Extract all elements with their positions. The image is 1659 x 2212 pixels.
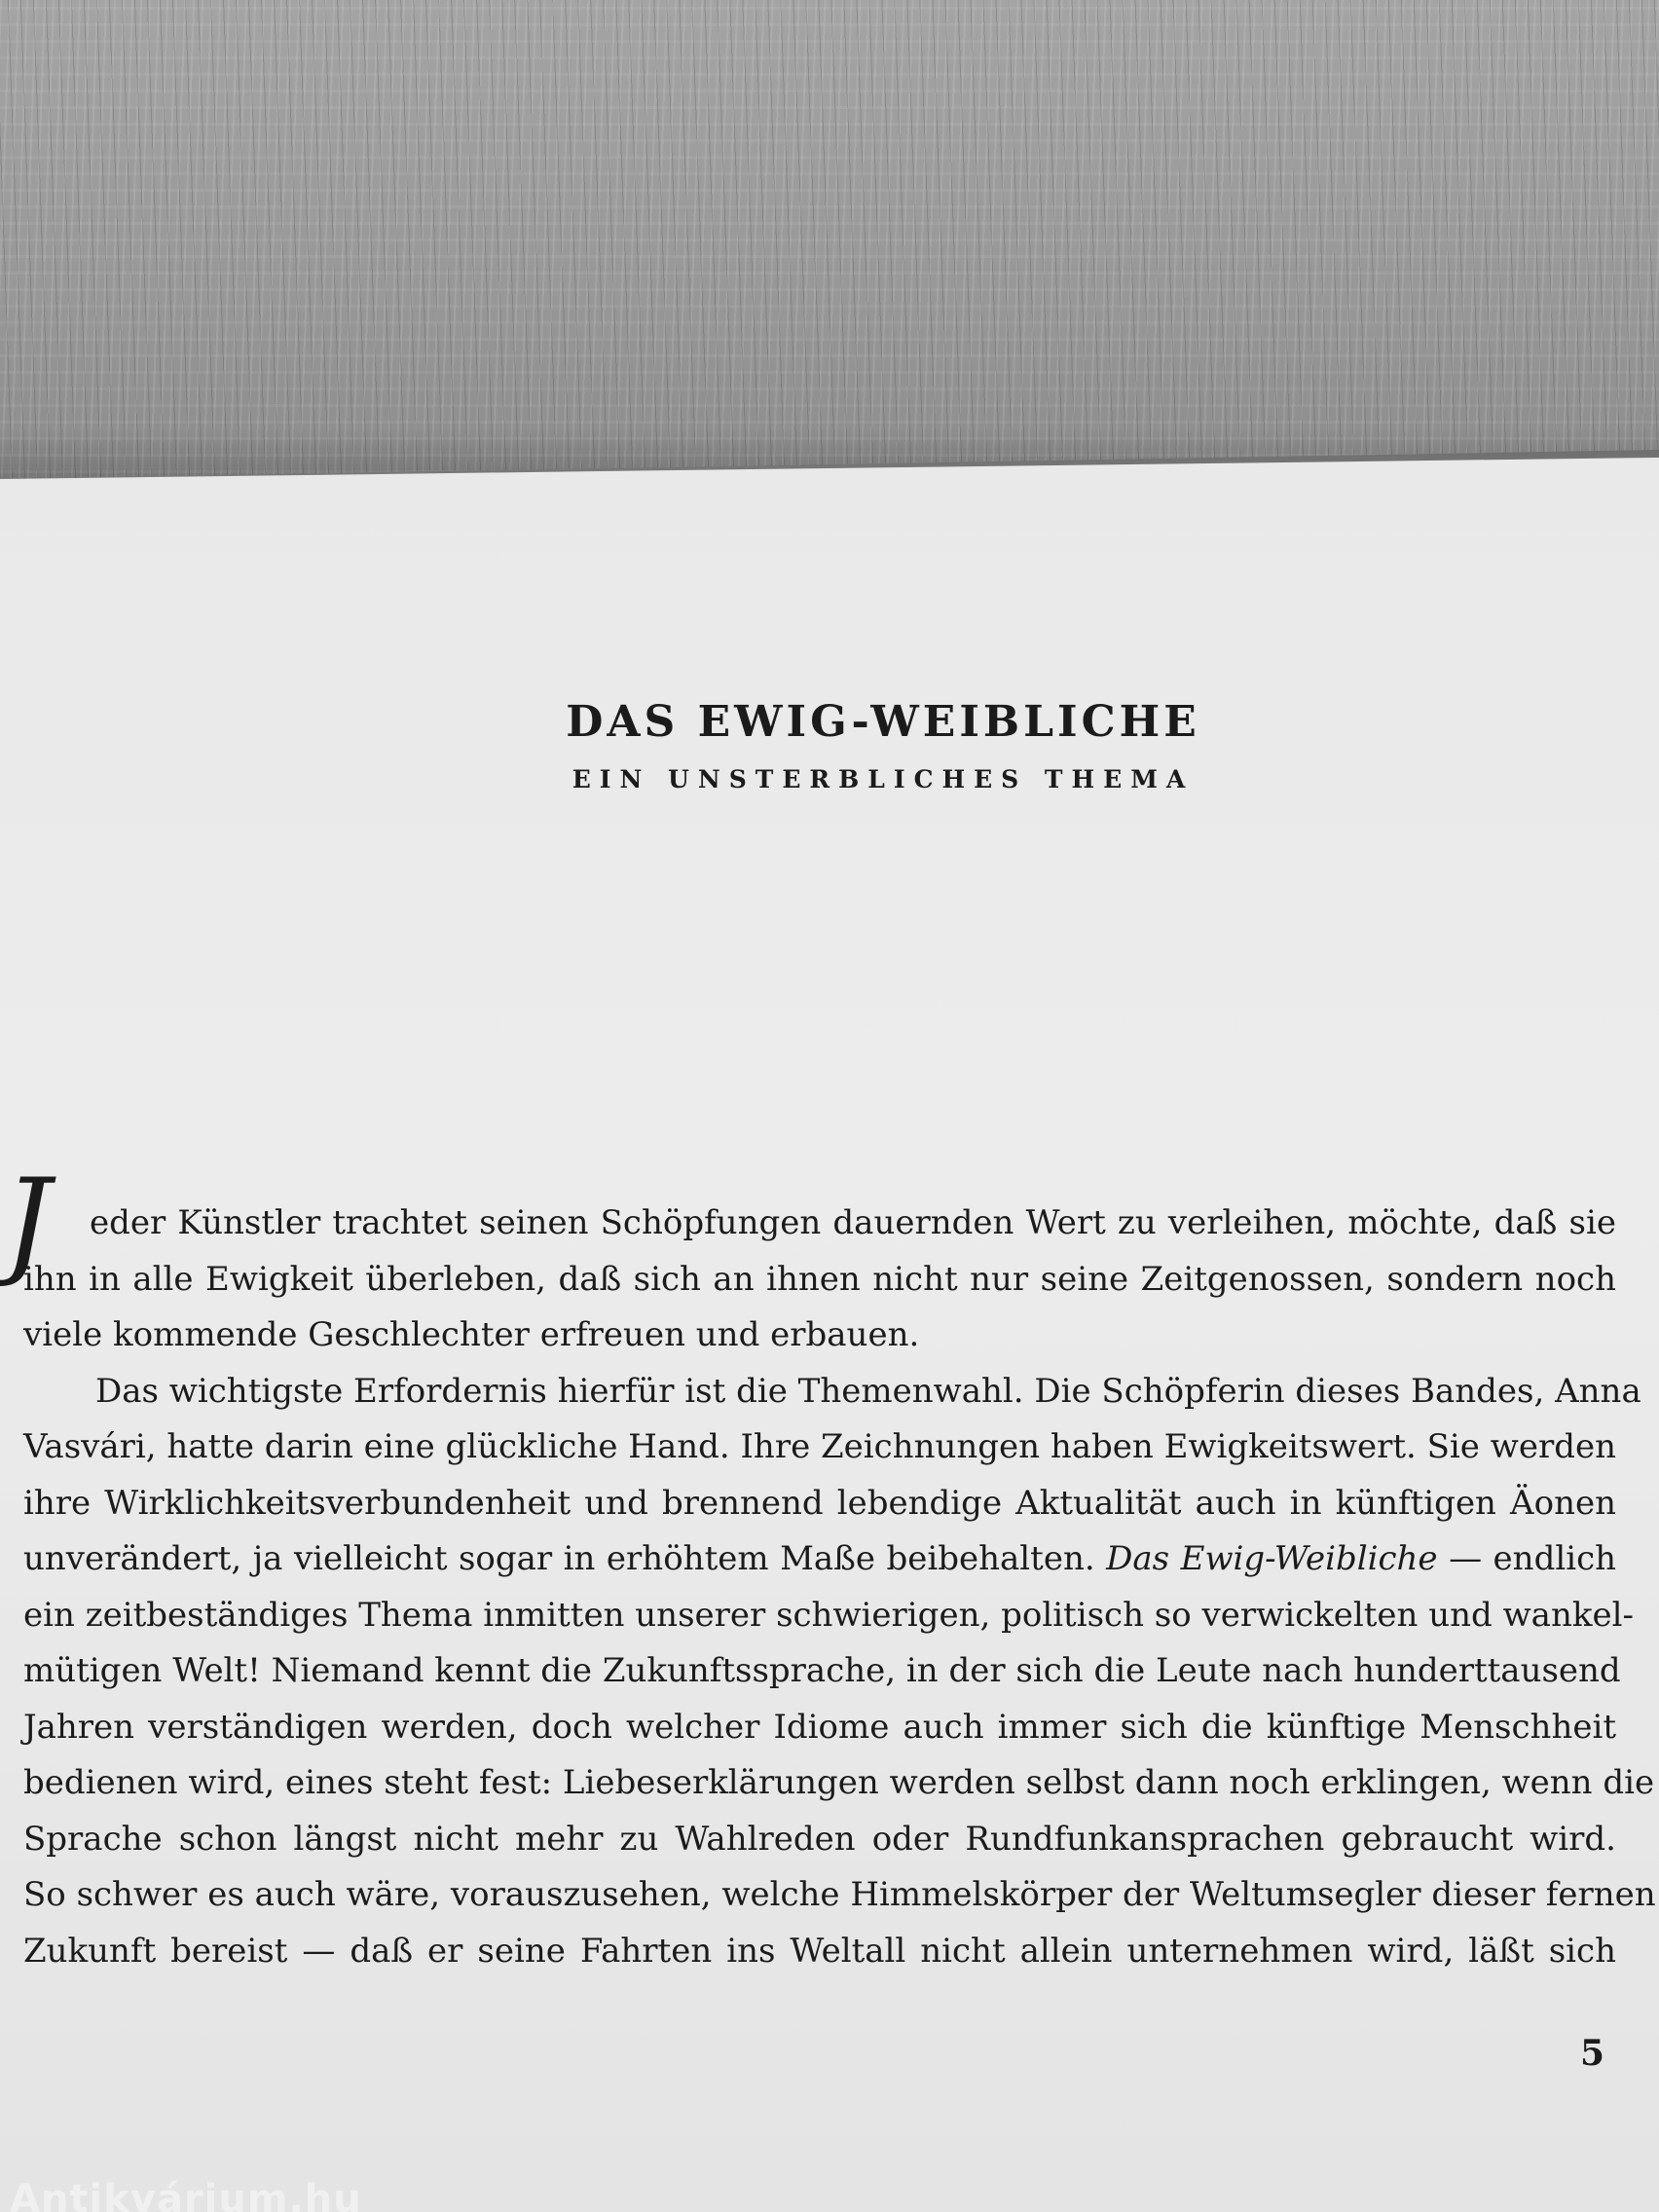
text-line: So schwer es auch wäre, vorauszusehen, welche Himmelskörper der Weltumsegler dieser fernen — [23, 1875, 1656, 1914]
text-line: ihn in alle Ewigkeit überleben, daß sich an ihnen nicht nur seine Zeitgenossen, sondern noch — [23, 1259, 1616, 1299]
page-number: 5 — [1579, 2033, 1604, 2074]
text-line-with-italic — [23, 1531, 1616, 1588]
text-line: Sprache schon längst nicht mehr zu Wahlreden oder Rundfunkansprachen gebraucht wird. — [23, 1819, 1616, 1859]
text-line: ein zeitbeständiges Thema inmitten unserer schwierigen, politisch so verwickelten und wankel- — [23, 1595, 1634, 1635]
page-subtitle: EIN UNSTERBLICHES THEMA — [571, 765, 1195, 793]
text-segment: unverändert, ja vielleicht sogar in erhöhtem Maße beibehalten. — [23, 1539, 1095, 1578]
text-line: viele kommende Geschlechter erfreuen und erbauen. — [23, 1315, 920, 1354]
drop-cap: J — [4, 1155, 52, 1290]
page-title: DAS EWIG-WEIBLICHE — [566, 697, 1200, 747]
text-segment: — endlich — [1449, 1539, 1617, 1578]
italic-title-phrase: Das Ewig-Weibliche — [1106, 1539, 1438, 1578]
text-line: mütigen Welt! Niemand kennt die Zukunftssprache, in der sich die Leute nach hunderttausend — [23, 1651, 1621, 1690]
watermark: Antikvárium.hu — [10, 2177, 362, 2212]
body-text — [23, 1196, 1656, 1979]
text-line: Vasvári, hatte darin eine glückliche Hand. Ihre Zeichnungen haben Ewigkeitswert. Sie werden — [23, 1427, 1616, 1466]
text-line: Das wichtigste Erfordernis hierfür ist die Themenwahl. Die Schöpferin dieses Bandes, Anna — [95, 1371, 1641, 1411]
text-line: bedienen wird, eines steht fest: Liebeserklärungen werden selbst dann noch erklingen, wenn die — [23, 1763, 1655, 1802]
text-line: Zukunft bereist — daß er seine Fahrten ins Weltall nicht allein unternehmen wird, läßt sich — [23, 1931, 1616, 1971]
text-line: Jahren verständigen werden, doch welcher Idiome auch immer sich die künftige Menschheit — [23, 1707, 1616, 1747]
text-line: ihre Wirklichkeitsverbundenheit und brennend lebendige Aktualität auch in künftigen Äonen — [23, 1483, 1616, 1523]
text-line: eder Künstler trachtet seinen Schöpfungen dauernden Wert zu verleihen, möchte, daß sie — [90, 1203, 1616, 1242]
